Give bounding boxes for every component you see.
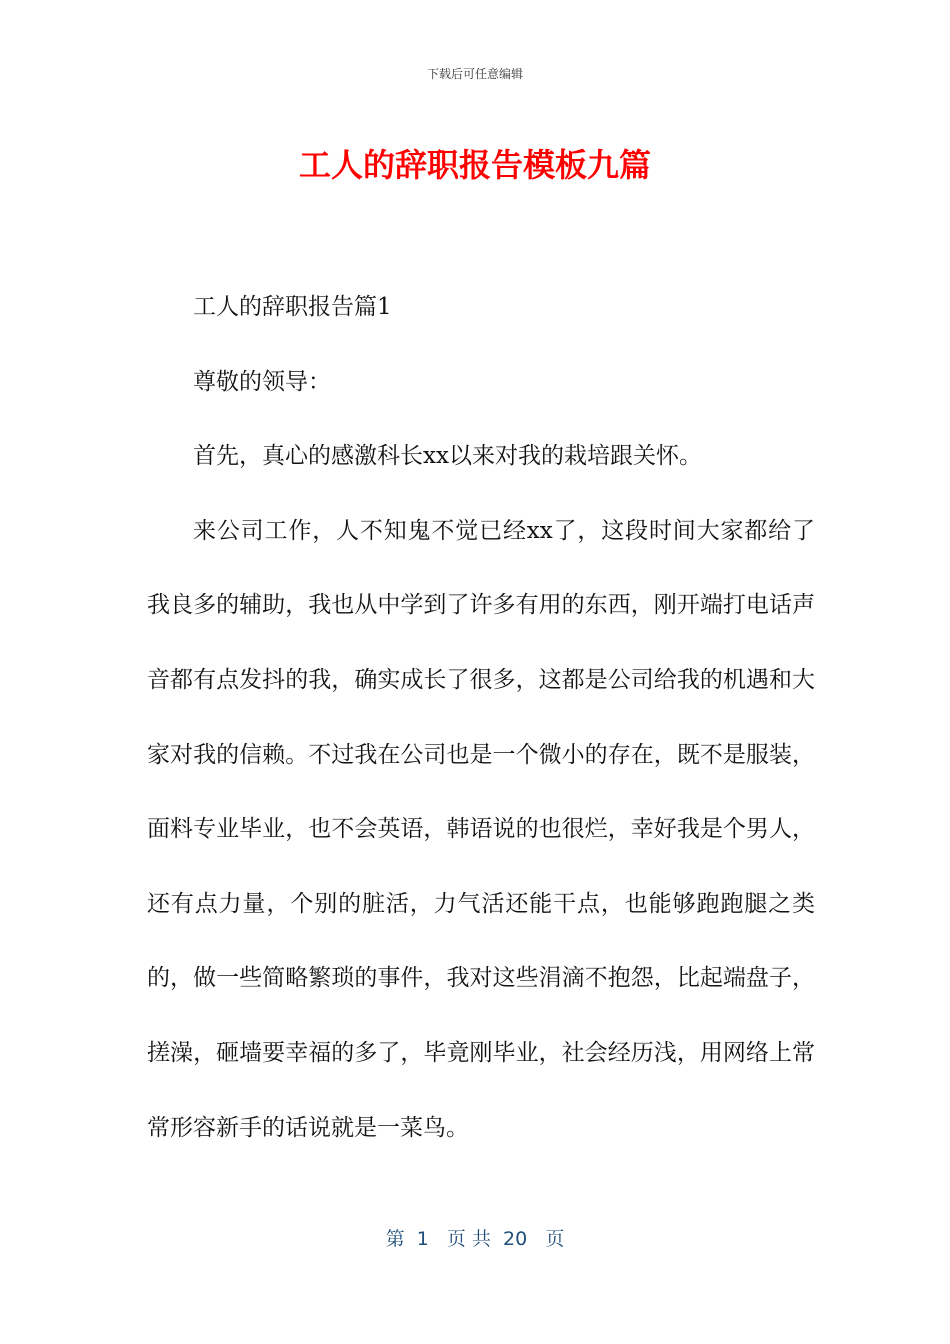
document-body <box>147 270 815 1165</box>
body-paragraph: 来公司工作，人不知鬼不觉已经xx了，这段时间大家都给了我良多的辅助，我也从中学到了许多有用的东西，刚开端打电话声音都有点发抖的我，确实成长了很多，这都是公司给我的机遇和大家对我的信赖。不过我在公司也是一个微小的存在，既不是服装，面料专业毕业，也不会英语，韩语说的也很烂，幸好我是个男人，还有点力量，个别的脏活，力气活还能干点，也能够跑跑腿之类的，做一些简略繁琐的事件，我对这些涓滴不抱怨，比起端盘子，搓澡，砸墙要幸福的多了，毕竟刚毕业，社会经历浅，用网络上常常形容新手的话说就是一菜鸟。 <box>147 517 815 1141</box>
header-note: 下载后可任意编辑 <box>426 67 523 81</box>
salutation: 尊敬的领导： <box>193 368 331 395</box>
body-paragraph: 首先，真心的感激科长xx以来对我的栽培跟关怀。 <box>193 443 702 470</box>
page-footer: 第 1 页 共 20 页 <box>385 1228 565 1250</box>
section-heading: 工人的辞职报告篇1 <box>193 294 392 320</box>
document-title: 工人的辞职报告模板九篇 <box>298 146 651 184</box>
